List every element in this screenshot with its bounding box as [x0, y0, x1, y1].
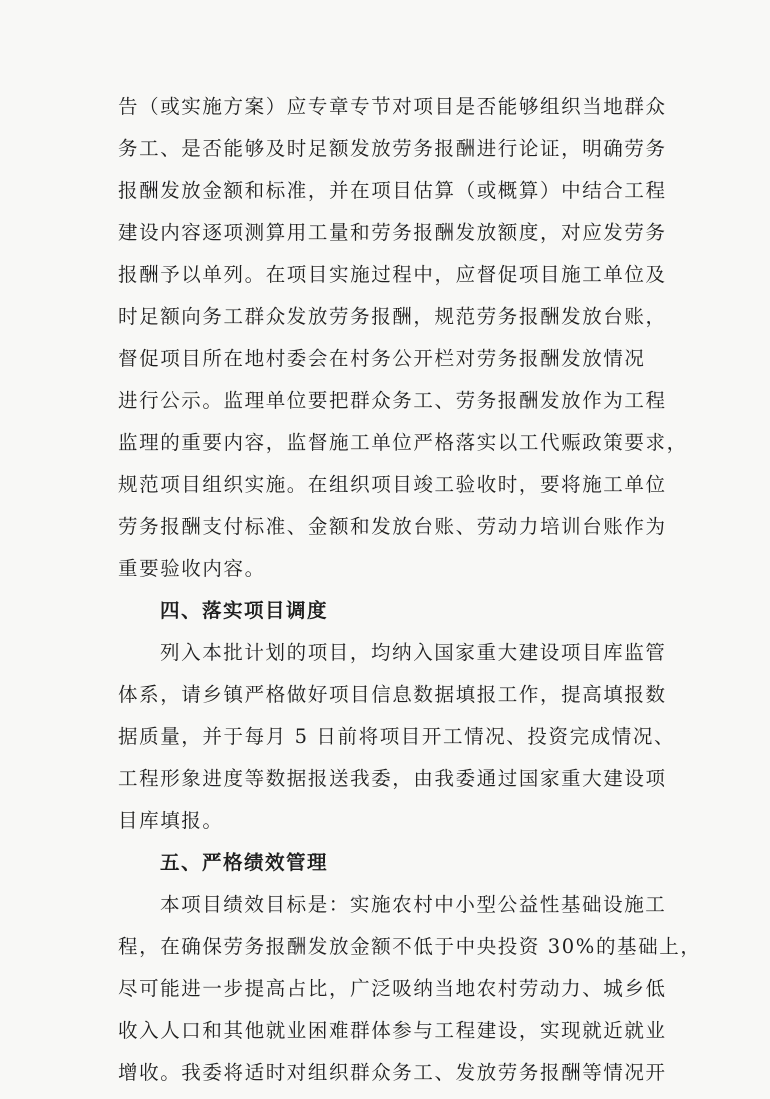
text-line: 时足额向务工群众发放劳务报酬，规范劳务报酬发放台账，	[118, 305, 667, 328]
text-line: 增收。我委将适时对组织群众务工、发放劳务报酬等情况开	[118, 1061, 667, 1084]
text-line: 收入人口和其他就业困难群体参与工程建设，实现就近就业	[118, 1019, 667, 1042]
section-heading: 四、落实项目调度	[160, 599, 329, 622]
text-line: 尽可能进一步提高占比，广泛吸纳当地农村劳动力、城乡低	[118, 977, 667, 1000]
text-line: 据质量，并于每月 5 日前将项目开工情况、投资完成情况、	[118, 725, 676, 748]
text-line: 本项目绩效目标是：实施农村中小型公益性基础设施工	[160, 893, 667, 916]
text-line: 报酬予以单列。在项目实施过程中，应督促项目施工单位及	[118, 263, 667, 286]
text-line: 工程形象进度等数据报送我委，由我委通过国家重大建设项	[118, 767, 667, 790]
text-line: 劳务报酬支付标准、金额和发放台账、劳动力培训台账作为	[118, 515, 667, 538]
section-heading: 五、严格绩效管理	[160, 851, 329, 874]
text-line: 规范项目组织实施。在组织项目竣工验收时，要将施工单位	[118, 473, 667, 496]
text-line: 程，在确保劳务报酬发放金额不低于中央投资 30%的基础上，	[118, 935, 702, 958]
text-line: 重要验收内容。	[118, 557, 266, 580]
text-line: 监理的重要内容，监督施工单位严格落实以工代赈政策要求，	[118, 431, 688, 454]
text-line: 告（或实施方案）应专章专节对项目是否能够组织当地群众	[118, 95, 667, 118]
text-line: 列入本批计划的项目，均纳入国家重大建设项目库监管	[160, 641, 667, 664]
text-line: 目库填报。	[118, 809, 224, 832]
text-line: 报酬发放金额和标准，并在项目估算（或概算）中结合工程	[118, 179, 667, 202]
text-line: 务工、是否能够及时足额发放劳务报酬进行论证，明确劳务	[118, 137, 667, 160]
text-line: 督促项目所在地村委会在村务公开栏对劳务报酬发放情况	[118, 347, 646, 370]
text-line: 体系，请乡镇严格做好项目信息数据填报工作，提高填报数	[118, 683, 667, 706]
text-line: 进行公示。监理单位要把群众务工、劳务报酬发放作为工程	[118, 389, 667, 412]
text-line: 建设内容逐项测算用工量和劳务报酬发放额度，对应发劳务	[118, 221, 667, 244]
